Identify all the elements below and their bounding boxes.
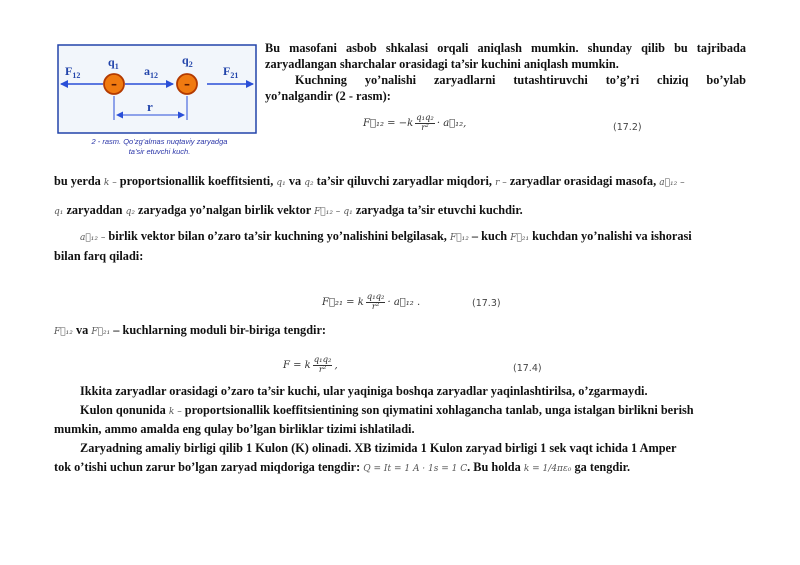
equation-number-17-3: (17.3) (472, 298, 501, 309)
coulomb-figure (57, 44, 257, 134)
math-f21: F⃗₂₁ (91, 327, 111, 337)
q2-sign: – (184, 77, 190, 91)
eq174-num: q₁q₂ (313, 355, 332, 365)
eq173-den: r² (371, 302, 380, 312)
eq173-rhs: · a⃗₁₂ . (387, 297, 421, 308)
text: proportsionallik koeffitsienti, (119, 174, 274, 188)
eq172-den: r² (421, 123, 429, 133)
text: bu yerda (54, 174, 101, 188)
math-charge-unit: Q = It = 1 A · 1s = 1 C (363, 464, 468, 474)
para1-line1 (54, 173, 754, 192)
equation-number-17-4: (17.4) (513, 363, 542, 374)
intro-line1: Bu masofani asbob shkalasi orqali aniqlash mumkin. shunday qilib bu tajribada (265, 41, 746, 55)
caption-line1: 2 - rasm. Qo’zg’almas nuqtaviy zaryadga (91, 137, 228, 146)
para4: Ikkita zaryadlar orasidagi o’zaro ta’sir kuchi, ular yaqiniga boshqa zaryadlar yaqinlashtirilsa, o’zgarmaydi. (80, 384, 648, 398)
para2-line1 (80, 228, 750, 247)
math-k: k – (168, 407, 182, 417)
para2-line2: bilan farq qiladi: (54, 249, 144, 263)
q1-label: $q_1$ (108, 55, 119, 71)
text: zaryaddan (66, 203, 123, 217)
text: zaryadlar orasidagi masofa, (509, 174, 657, 188)
text: Kulon qonunida (80, 403, 166, 417)
text: – kuch (471, 229, 508, 243)
text: ga tengdir. (574, 460, 631, 474)
math-k: k – (103, 178, 117, 188)
para6-line2 (54, 459, 754, 478)
equation-17-3 (322, 293, 420, 312)
math-f21: F⃗₂₁ (510, 233, 530, 243)
text: birlik vektor bilan o’zaro ta’sir kuchning yo’nalishini belgilasak, (108, 229, 447, 243)
math-r: r – (495, 178, 507, 188)
text: . Bu holda (467, 460, 521, 474)
text: va (75, 323, 89, 337)
intro-line3: Kuchning yo’nalishi zaryadlarni tutashtiruvchi to’g’ri chiziq bo’ylab (295, 73, 746, 87)
eq174-lhs: F = k (283, 360, 311, 371)
text: zaryadga ta’sir etuvchi kuchdir. (355, 203, 523, 217)
q2-label: $q_2$ (182, 53, 193, 69)
para1-line2 (54, 202, 754, 221)
caption-line2: ta’sir etuvchi kuch. (128, 147, 191, 156)
eq174-rhs: , (334, 360, 338, 371)
math-q2: q₂ (304, 178, 314, 188)
math-k-value: k = 1/4πε₀ (523, 464, 572, 474)
text: kuchdan yo’nalishi va ishorasi (532, 229, 692, 243)
text: zaryadga yo’nalgan birlik vektor (138, 203, 311, 217)
intro-line4: yo’nalgandir (2 - rasm): (265, 89, 391, 103)
intro-line2: zaryadlangan sharchalar orasidagi ta’sir kuchini aniqlash mumkin. (265, 57, 619, 71)
equation-17-2 (363, 114, 466, 133)
eq174-den: r² (318, 365, 327, 375)
text: va (288, 174, 302, 188)
math-q1: q₁ (54, 207, 64, 217)
eq172-rhs: · a⃗₁₂, (436, 118, 467, 129)
figure-frame (58, 45, 256, 133)
equation-17-4 (283, 356, 338, 375)
figure-svg (57, 44, 257, 134)
eq172-num: q₁q₂ (416, 113, 434, 123)
text: ta’sir qiluvchi zaryadlar miqdori, (316, 174, 493, 188)
q1-sign: – (111, 77, 117, 91)
r-label: r (147, 99, 153, 114)
text: proportsionallik koeffitsientining son qiymatini xohlagancha tanlab, unga istalgan birlikni berish (184, 403, 694, 417)
eq173-num: q₁q₂ (366, 292, 385, 302)
math-f12: F⃗₁₂ (449, 233, 469, 243)
math-q2: q₂ (125, 207, 135, 217)
math-f12: F⃗₁₂ – (314, 207, 341, 217)
math-q1: q₁ (343, 207, 353, 217)
eq173-lhs: F⃗₂₁ = k (322, 297, 364, 308)
f12-label: $F_{12}$ (65, 64, 81, 80)
math-a12: a⃗₁₂ – (80, 233, 106, 243)
math-a12: a⃗₁₂ – (659, 178, 685, 188)
math-f12: F⃗₁₂ (54, 327, 73, 337)
figure-caption (62, 137, 257, 157)
f21-label: $F_{21}$ (223, 64, 239, 80)
eq172-lhs: F⃗₁₂ = −k (363, 118, 414, 129)
text: – kuchlarning moduli bir-biriga tengdir: (113, 323, 326, 337)
text: tok o’tishi uchun zarur bo’lgan zaryad miqdoriga tengdir: (54, 460, 361, 474)
para5-line2: mumkin, ammo amalda eng qulay bo’lgan birliklar tizimi ishlatiladi. (54, 422, 415, 436)
para6-line1: Zaryadning amaliy birligi qilib 1 Kulon (K) olinadi. XB tizimida 1 Kulon zaryad birligi 1 sek vaqt ichida 1 Amper (80, 441, 677, 455)
para5-line1 (80, 402, 750, 421)
a12-label: $a_{12}$ (144, 64, 158, 80)
equation-number-17-2: (17.2) (613, 122, 642, 133)
para3 (54, 322, 326, 341)
math-q1: q₁ (276, 178, 286, 188)
